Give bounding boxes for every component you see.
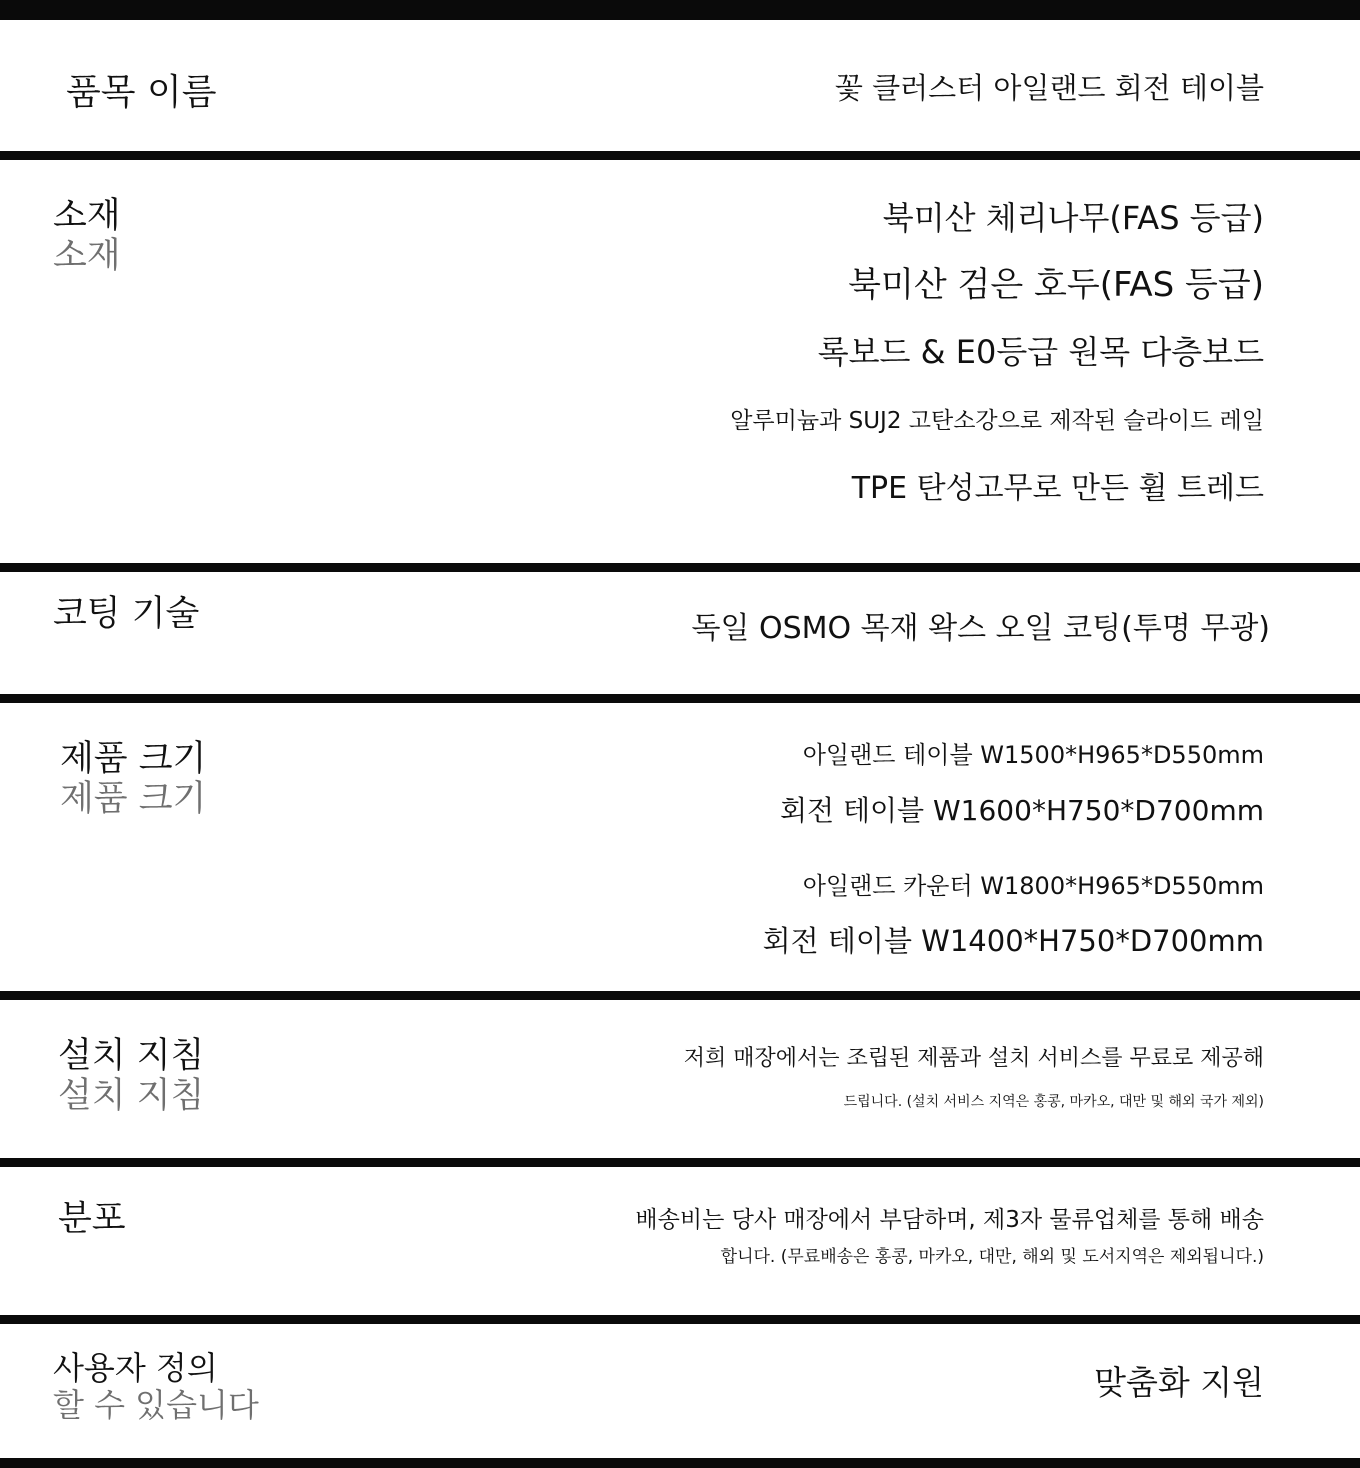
row-label <box>58 1199 126 1239</box>
row-label <box>53 594 199 634</box>
row-values <box>614 743 1264 963</box>
spec-row-coating <box>0 572 1360 694</box>
row-value: 드립니다. (설치 서비스 지역은 홍콩, 마카오, 대만 및 해외 국가 제외) <box>843 1094 1264 1110</box>
row-label-text: 분포 <box>58 1199 126 1239</box>
row-label-text: 제품 크기 <box>60 739 207 779</box>
row-label-text: 소재 <box>53 196 121 236</box>
divider <box>0 1458 1360 1468</box>
spec-row-material <box>0 160 1360 563</box>
divider <box>0 1158 1360 1167</box>
spec-row-item-name <box>0 20 1360 151</box>
spec-row-shipping <box>0 1167 1360 1315</box>
row-value: 맞춤화 지원 <box>1094 1363 1264 1402</box>
row-label <box>60 739 206 820</box>
row-value: 북미산 검은 호두(FAS 등급) <box>848 265 1264 305</box>
row-label-text: 코팅 기술 <box>53 594 200 634</box>
row-label <box>58 1036 204 1117</box>
row-value: 아일랜드 카운터 W1800*H965*D550mm <box>802 872 1264 900</box>
row-value: 배송비는 당사 매장에서 부담하며, 제3자 물류업체를 통해 배송 <box>635 1207 1264 1233</box>
row-label-subtext: 설치 지침 <box>58 1076 205 1117</box>
row-value: 합니다. (무료배송은 홍콩, 마카오, 대만, 해외 및 도서지역은 제외됩니다.) <box>720 1247 1264 1267</box>
row-value: 저희 매장에서는 조립된 제품과 설치 서비스를 무료로 제공해 <box>683 1046 1264 1071</box>
row-values <box>564 199 1264 522</box>
divider <box>0 991 1360 1000</box>
row-value: 독일 OSMO 목재 왁스 오일 코팅(투명 무광) <box>691 611 1270 646</box>
row-label-subtext: 소재 <box>53 236 121 277</box>
row-values <box>564 72 1264 112</box>
row-values <box>484 1209 1264 1269</box>
row-values <box>964 1363 1264 1406</box>
row-value: TPE 탄성고무로 만든 휠 트레드 <box>851 471 1264 506</box>
row-value: 알루미늄과 SUJ2 고탄소강으로 제작된 슬라이드 레일 <box>730 408 1264 434</box>
row-label-text: 품목 이름 <box>66 72 217 113</box>
row-label <box>53 196 121 277</box>
spec-row-dimensions <box>0 703 1360 991</box>
row-value: 록보드 & E0등급 원목 다층보드 <box>817 333 1264 371</box>
row-value: 회전 테이블 W1400*H750*D700mm <box>762 924 1264 958</box>
divider <box>0 1315 1360 1324</box>
row-label-subtext: 할 수 있습니다 <box>53 1385 259 1424</box>
spec-row-customization <box>0 1324 1360 1458</box>
row-value: 아일랜드 테이블 W1500*H965*D550mm <box>802 741 1264 769</box>
divider <box>0 151 1360 160</box>
row-label <box>66 72 217 113</box>
row-value: 꽃 클러스터 아일랜드 회전 테이블 <box>834 71 1264 105</box>
row-label <box>53 1350 259 1424</box>
row-label-subtext: 제품 크기 <box>60 779 207 820</box>
spec-row-installation <box>0 1000 1360 1158</box>
row-label-text: 사용자 정의 <box>53 1349 218 1387</box>
row-value: 북미산 체리나무(FAS 등급) <box>882 199 1264 237</box>
row-label-text: 설치 지침 <box>58 1036 205 1076</box>
divider <box>0 694 1360 703</box>
divider <box>0 0 1360 20</box>
row-values <box>550 611 1270 654</box>
divider <box>0 563 1360 572</box>
row-values <box>504 1048 1264 1118</box>
row-value: 회전 테이블 W1600*H750*D700mm <box>779 794 1264 827</box>
